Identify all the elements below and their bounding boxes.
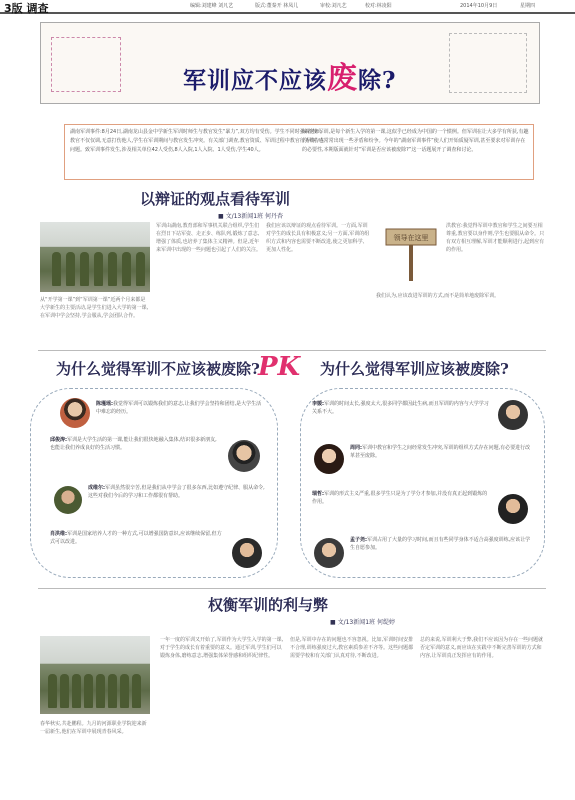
section2-column-3: 总的来说,军训利大于弊,我们不应该因为存在一些问题就否定军训的意义,而应该在实践中不断完善军训的方式和内容,让军训真正发挥应有的作用。 — [420, 637, 544, 659]
section1-column-1: 军训由湖南,教育部和军事机关联合组织,学生们在烈日下站军姿、走正步、练队列,锻炼了意志,增强了体质,也培养了集体主义精神。但是,近年来军训中出现的一些问题也引起了人们的关注。 — [156, 223, 262, 253]
signpost-text: 领导在这里 — [393, 234, 429, 242]
section1-title: 以辩证的观点看待军训 — [140, 190, 291, 208]
section1-column-2: 我们应该以辩证的观点看待军训。一方面,军训对学生的成长具有积极意义;另一方面,军训的组织方式和内容也需要不断改进,使之更加科学、更加人性化。 — [266, 223, 370, 253]
opinion-left-4: 肖洪维:军训是国家培养人才的一种方式,可以增强国防意识,应该继续保留,但方式可以改进。 — [50, 531, 222, 545]
section-divider — [38, 588, 546, 589]
opinion-right-1: 李媛:军训的时间太长,强度太大,很多同学都因此生病,而且军训的内容与大学学习关系不大。 — [312, 401, 489, 415]
section2-column-1: 一年一度的军训又开始了,军训作为大学生入学的第一课,对于学生的成长有着重要的意义。通过军训,学生们可以锻炼身体,磨练意志,增强集体荣誉感和组织纪律性。 — [160, 637, 284, 659]
checker: 校对:林凌阳 — [365, 3, 392, 9]
opinion-left-3: 成维尔:军训虽然很辛苦,但是我们从中学会了很多东西,比如遵守纪律、服从命令,这些对我们今后的学习和工作都很有帮助。 — [88, 485, 265, 499]
signpost-illustration — [380, 223, 442, 281]
pk-left-title: 为什么觉得军训不应该被废除? — [56, 360, 260, 378]
avatar — [498, 494, 528, 524]
pk-right-title: 为什么觉得军训应该被废除? — [320, 360, 509, 378]
avatar — [314, 444, 344, 474]
intro-event-summary: 湖南军训事件:8月24日,湖南龙山县金中学新生军训时师生与教官发生“暴力”,双方均有受伤。学生不同时强调老师,教官不仅仅调,无意打伤他人,学生在军训期间与教官发生冲突。有关部门调查,教官资质、军训过程中教官行为均存在问题。致军训事件发生,涉及相关单位42人受伤,8人入院,1人入院、1人受伤,学生40人。 — [70, 129, 325, 153]
banner-title: 军训应不应该废除? — [183, 61, 397, 96]
section2-photo-caption: 春华秋实,共赴鹏程。九月的河源职业学院迎来新一届新生,他们在军训中展现青春风采。 — [40, 721, 147, 735]
section1-photo-caption: 从“开学第一课”到“军训第一课”近两个月来都是大学新生的主要活动,是学生们进入大学的第一课,在军训中学会坚持,学会服从,学会团队合作。 — [40, 297, 149, 319]
section2-column-2: 但是,军训中存在的问题也不容忽视。比如,军训时间安排不合理,训练强度过大,教官素质参差不齐等。这些问题都需要学校和有关部门认真对待,不断改进。 — [290, 637, 414, 659]
opinion-right-2: 周同:军训中教官和学生之间经常发生冲突,军训的组织方式存在问题,有必要进行改革甚至废除。 — [350, 445, 531, 459]
section1-byline: ■ 文/13新闻1班 何丹杏 — [218, 213, 283, 220]
section2-byline: ■ 文/13新闻1班 何缇婷 — [330, 619, 395, 626]
soldiers-training-photo — [40, 222, 150, 292]
editor-note: 编者按:军训,是每个新生入学的第一课,这似乎已经成为中国的一个惯例。但军训在让大多学有所获,有趣的同时,也常常出现一些矛盾和纷争。今年的“湖南军训事件”使人们开始质疑军训,甚至要求对军训存在的必要性,本期版面就针对“军训是否应该被废除?”这一话题展开了调查和讨论。 — [302, 129, 529, 153]
avatar — [54, 486, 82, 514]
opinion-right-3: 瑞哲:军训的形式主义严重,很多学生只是为了学分才参加,并没有真正起到锻炼的作用。 — [312, 491, 488, 505]
avatar — [314, 538, 344, 568]
military-emblem-decoration — [51, 37, 121, 92]
opinion-left-1: 陈瑾瑶:我觉得军训可以锻炼我们的意志,让我们学会坚持和团结,是大学生活中难忘的经历。 — [96, 401, 262, 415]
issue-weekday: 星期四 — [520, 3, 536, 9]
avatar — [228, 440, 260, 472]
avatar — [498, 400, 528, 430]
section2-title: 权衡军训的利与弊 — [208, 596, 329, 614]
page-header — [0, 0, 575, 14]
page-number: 3版 调查 — [4, 2, 49, 15]
avatar — [232, 538, 262, 568]
proofreader: 审校:刘凡艺 — [320, 3, 347, 9]
section-divider — [38, 350, 546, 351]
parade-photo — [40, 636, 150, 714]
section1-instructor-quote: 洪教官:我觉得军训中教官和学生之间要互相尊重,教官要以身作则,学生也要服从命令。只有双方相互理解,军训才能顺利进行,起到应有的作用。 — [446, 223, 545, 253]
pk-mark: PK — [258, 352, 301, 382]
banner — [40, 22, 540, 104]
editor: 编辑:刘建峰 刘凡艺 — [190, 3, 234, 9]
avatar — [60, 398, 90, 428]
issue-date: 2014年10月9日 — [460, 3, 498, 9]
layout-credit: 版式:董秦开 林凤儿 — [255, 3, 299, 9]
section1-column-3: 我们认为,应该改进军训的方式,而不是简单地废除军训。 — [376, 293, 500, 299]
opinion-right-4: 孟子尧:军训占用了大量的学习时间,而且有些同学身体不适合高强度训练,应该让学生自愿参加。 — [350, 537, 531, 551]
soldiers-silhouette-decoration — [449, 33, 527, 93]
opinion-left-2: 邱俊涛:军训是大学生活的第一课,能让我们很快地融入集体,结识很多新朋友,也能让我们养成良好的生活习惯。 — [50, 437, 217, 451]
